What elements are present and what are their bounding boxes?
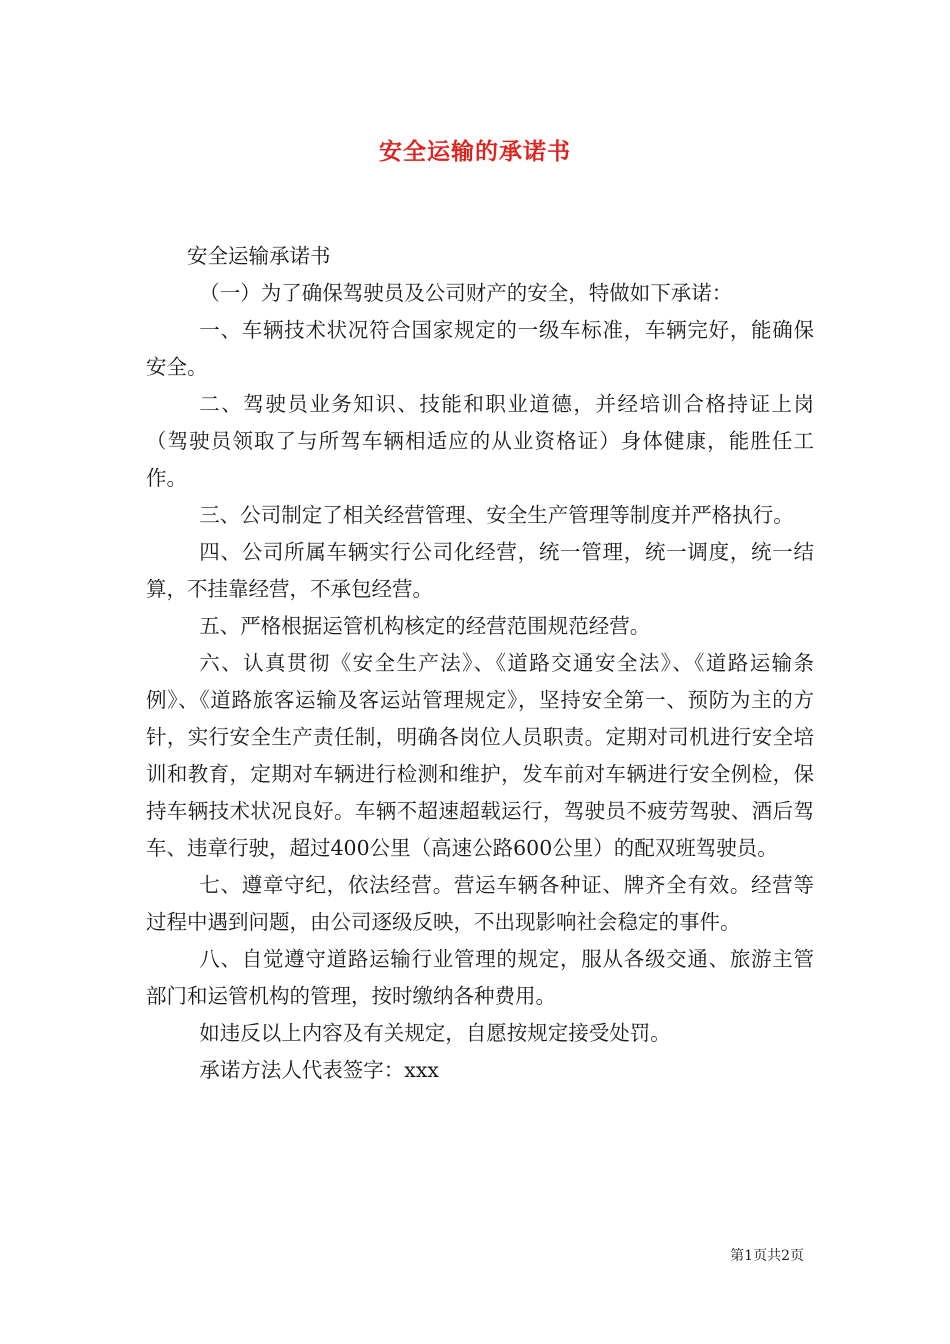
paragraph-item-2: 二、驾驶员业务知识、技能和职业道德，并经培训合格持证上岗（驾驶员领取了与所驾车辆相适应的从业资格证）身体健康，能胜任工作。 <box>146 392 814 490</box>
paragraph-item-4: 四、公司所属车辆实行公司化经营，统一管理，统一调度，统一结算，不挂靠经营，不承包经营。 <box>146 540 814 601</box>
paragraph-penalty: 如违反以上内容及有关规定，自愿按规定接受处罚。 <box>199 1021 671 1045</box>
paragraph-intro: （一）为了确保驾驶员及公司财产的安全，特做如下承诺： <box>199 281 733 305</box>
document-subtitle: 安全运输承诺书 <box>187 244 331 268</box>
document-title: 安全运输的承诺书 <box>379 138 571 165</box>
paragraph-item-7: 七、遵章守纪，依法经营。营运车辆各种证、牌齐全有效。经营等过程中遇到问题，由公司逐级反映，不出现影响社会稳定的事件。 <box>146 873 814 934</box>
paragraph-item-3: 三、公司制定了相关经营管理、安全生产管理等制度并严格执行。 <box>199 503 794 527</box>
paragraph-item-5: 五、严格根据运管机构核定的经营范围规范经营。 <box>199 614 651 638</box>
paragraph-item-1: 一、车辆技术状况符合国家规定的一级车标准，车辆完好，能确保安全。 <box>146 318 814 379</box>
page-indicator: 第1页共2页 <box>730 1248 804 1264</box>
paragraph-item-8: 八、自觉遵守道路运输行业管理的规定，服从各级交通、旅游主管部门和运管机构的管理，按时缴纳各种费用。 <box>146 947 814 1008</box>
paragraph-item-6: 六、认真贯彻《安全生产法》、《道路交通安全法》、《道路运输条例》、《道路旅客运输及客运站管理规定》，坚持安全第一、预防为主的方针，实行安全生产责任制，明确各岗位人员职责。定期对司机进行安全培训和教育，定期对车辆进行检测和维护，发车前对车辆进行安全例检，保持车辆技术状况良好。车辆不超速超载运行，驾驶员不疲劳驾驶、酒后驾车、违章行驶，超过400公里（高速公路600公里）的配双班驾驶员。 <box>146 651 814 860</box>
paragraph-signature: 承诺方法人代表签字：xxx <box>199 1058 439 1082</box>
document-body <box>146 238 814 1089</box>
